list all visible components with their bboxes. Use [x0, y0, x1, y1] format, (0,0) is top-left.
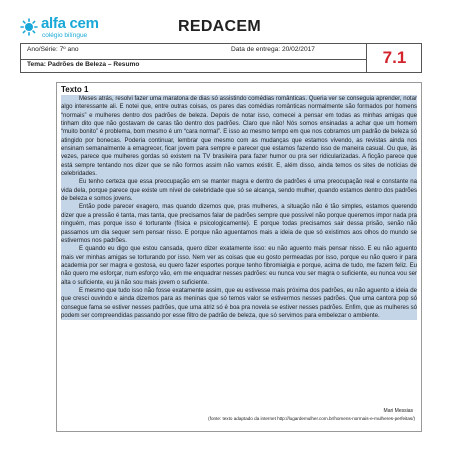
text-box [56, 82, 422, 432]
info-row [21, 44, 366, 60]
author-name: Mari Messias [383, 408, 413, 414]
document-title: REDACEM [178, 18, 261, 35]
school-logo [20, 14, 140, 44]
logo-subtitle: colégio bilíngue [42, 32, 88, 39]
paragraph: E quando eu digo que estou cansada, quero dizer exatamente isso: eu não aguento mais pensar nisso. E eu não aguento mais ver minhas amigas se torturando por isso. Nem ver as coisas que eu gosto permeadas por isso, porque eu não quero ir para academia por ser magra e gostosa, eu quero fazer esportes porque tenho fibromialgia e porque, acima de tudo, me fazem feliz. Eu não quero me esforçar, num esforço vão, em me enquadrar nesses padrões: eu nunca vou ser magra o suficiente, eu nunca vou ser alta o suficiente, eu já não sou mais jovem o suficiente. [61, 246, 417, 286]
grade-value: 7.1 [382, 48, 407, 67]
grade-box [366, 44, 422, 72]
delivery-date: Data de entrega: 20/02/2017 [231, 46, 315, 53]
paragraph: E mesmo que tudo isso não fosse exatamente assim, que eu estivesse mais próxima dos padrões, eu não aguento a ideia de que cresci ouvindo e ainda dizemos para as meninas que só temos valor se estivermos nesses padrões. Que uma cantora pop só consegue fama se estiver nesses padrões, que uma atriz só é boa pra novela se estiver nesses padrões. Enfim, que as mulheres só podem ser compreendidas passando por esse filtro de padrão de beleza, que só servimos para embelezar o ambiente. [61, 287, 417, 319]
text-title: Texto 1 [61, 85, 89, 94]
paragraph: Eu tenho certeza que essa preocupação em se manter magra e dentro de padrões é uma preocupação real e constante na vida dela, porque parece que existe um nível de celebridade que só se alcança, sendo mulher, quando estamos dentro dos padrões de beleza e somos jovens. [61, 179, 417, 203]
logo-name: alfa cem [41, 15, 99, 32]
logo-sun-icon [20, 18, 38, 36]
info-box [20, 43, 422, 73]
year-label: Ano/Série: 7º ano [27, 46, 79, 53]
paragraph: Então pode parecer exagero, mas quando dizemos que, pras mulheres, a situação não é tão simples, estamos querendo dizer que a pressão é tanta, mas tanta, que precisamos falar de padrões sempre que possível não porque queremos impor nada pra ninguém, mas porque isso é torturante (física e psicologicamente). E porque todas precisamos sair dessa prisão, senão não passamos um dia sequer sem pensar nisso. E porque não aguentamos mais a ideia de que só existimos aos olhos do mundo se estivermos nos padrões. [61, 204, 417, 244]
paragraph: Meses atrás, resolvi fazer uma maratona de dias só assistindo comédias românticas. Queria ver se conseguia aprender, notar algo interessante ali. E notei que, entre outras coisas, os pares das comédias românticas normalmente são formados por homens “normais” e mulheres dentro dos padrões de beleza. Depois de notar isso, comecei a pensar em todas as minhas amigas que tinham dito que não gostavam de caras tão dentro dos padrões. Claro que não! Nós somos ensinadas a achar que um homem “muito bonito” é problema, bom mesmo é um “cara normal”. E isso ao mesmo tempo em que nos cobramos um padrão de beleza só atingido por bonecas. Poderia continuar, lembrar que mesmo com as mudanças que estamos vivendo, as revistas ainda nos ensinam semanalmente a emagrecer, ficar jovem para sempre e parecer que estamos fazendo isso de maneira casual. Ou que, às vezes, parece que mulheres gordas só existem na TV brasileira para fazer humor ou pra ser ridicularizadas. A ficção parece que está sempre tentando nos dizer que se não formos assim não vamos existir. E, além disso, ainda temos os sites de notícias de celebridades. [61, 96, 417, 178]
theme-label: Tema: Padrões de Beleza – Resumo [27, 61, 140, 68]
source-citation: (fonte: texto adaptado da internet http://lugardemulher.com.br/homens-normais-e-mulheres-perfeitas/) [208, 416, 415, 421]
text-body [61, 95, 417, 320]
